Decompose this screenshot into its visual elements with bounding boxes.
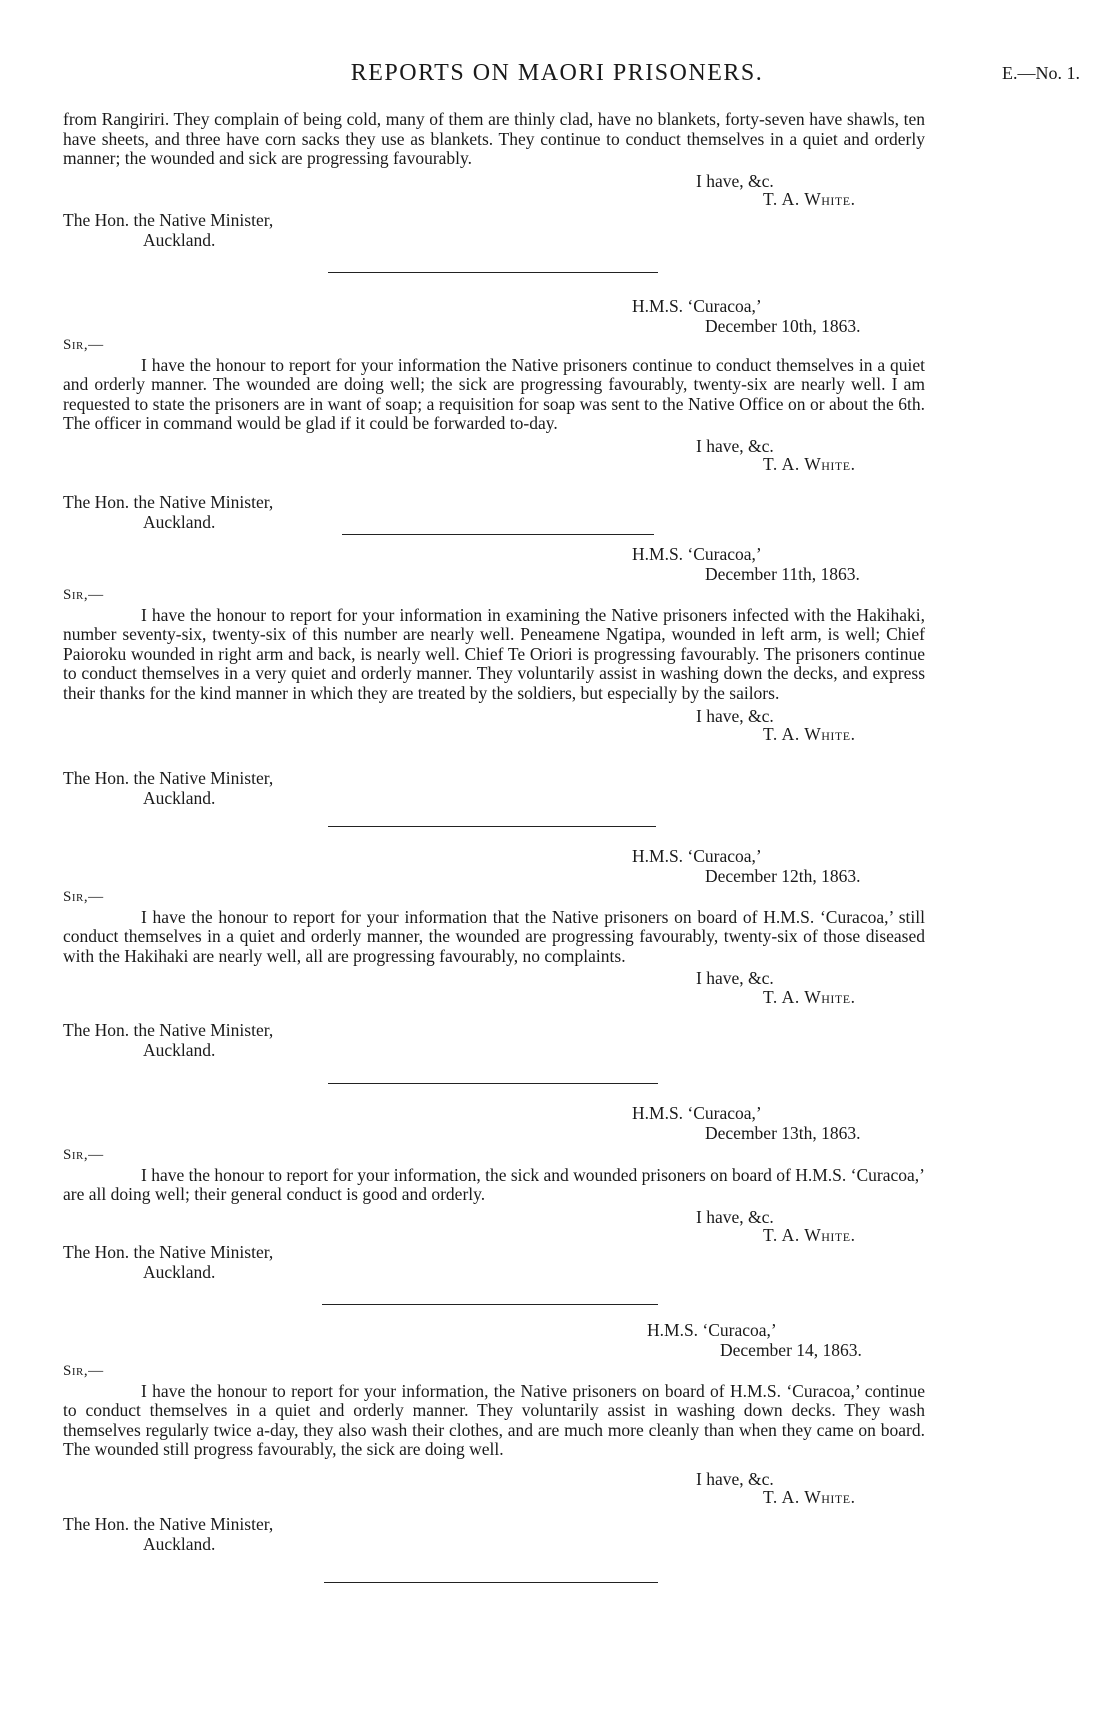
section-divider <box>328 826 656 827</box>
addressee-place: Auckland. <box>143 512 216 532</box>
report-date: December 11th, 1863. <box>705 564 860 584</box>
closing-block <box>63 1470 925 1507</box>
report-dec-13 <box>63 1146 925 1245</box>
page-title: REPORTS ON MAORI PRISONERS. <box>350 60 764 86</box>
closing-block <box>63 969 925 1006</box>
dateline <box>600 544 880 584</box>
addressee-title: The Hon. the Native Minister, <box>63 1242 274 1262</box>
report-body: I have the honour to report for your information, the Native prisoners on board of H.M.S. ‘Curacoa,’ continue to conduct themselves in a quiet and orderly manner. They voluntarily assist in washing down decks. They wash themselves regularly twice a-day, they also wash their clothes, and are much more cleanly than when they came on board. The wounded still progress favourably, the sick are doing well. <box>63 1380 925 1460</box>
addressee <box>63 492 273 532</box>
salutation: Sir,— <box>63 1147 104 1163</box>
salutation: Sir,— <box>63 889 104 905</box>
closing-block <box>63 172 925 209</box>
report-dec-12 <box>63 888 925 1006</box>
closing-phrase: I have, &c. <box>696 435 774 456</box>
ship-name: H.M.S. ‘Curacoa,’ <box>632 1103 762 1123</box>
addressee-title: The Hon. the Native Minister, <box>63 1020 274 1040</box>
ship-name: H.M.S. ‘Curacoa,’ <box>632 296 762 316</box>
report-body: I have the honour to report for your information the Native prisoners continue to conduct themselves in a quiet and orderly manner. The wounded are doing well; the sick are progressing favourably, twenty-six are nearly well. I am requested to state the prisoners are in want of soap; a requisition for soap was sent to the Native Office on or about the 6th. The officer in command would be glad if it could be forwarded to-day. <box>63 354 925 434</box>
report-body: I have the honour to report for your information that the Native prisoners on board of H.M.S. ‘Curacoa,’ still conduct themselves in a quiet and orderly manner, the wounded are progressing favourably, twenty-six of those diseased with the Hakihaki are nearly well, all are progressing favourably, no complaints. <box>63 906 925 966</box>
section-divider <box>328 1083 658 1084</box>
report-date: December 10th, 1863. <box>705 316 861 336</box>
signature: T. A. White. <box>763 189 856 210</box>
report-date: December 13th, 1863. <box>705 1123 861 1143</box>
section-divider <box>328 272 658 273</box>
addressee-title: The Hon. the Native Minister, <box>63 210 274 230</box>
dateline <box>615 1320 895 1360</box>
closing-phrase: I have, &c. <box>696 170 774 191</box>
report-dec-14 <box>63 1362 925 1507</box>
addressee-title: The Hon. the Native Minister, <box>63 1514 274 1534</box>
closing-block <box>63 1208 925 1245</box>
addressee <box>63 768 273 808</box>
addressee-place: Auckland. <box>143 1534 216 1554</box>
signature: T. A. White. <box>763 1225 856 1246</box>
signature: T. A. White. <box>763 1487 856 1508</box>
ship-name: H.M.S. ‘Curacoa,’ <box>647 1320 777 1340</box>
report-body: I have the honour to report for your information, the sick and wounded prisoners on board of H.M.S. ‘Curacoa,’ are all doing well; their general conduct is good and orderly. <box>63 1164 925 1205</box>
report-continuation <box>63 110 925 209</box>
closing-block <box>63 437 925 474</box>
report-date: December 12th, 1863. <box>705 866 861 886</box>
ship-name: H.M.S. ‘Curacoa,’ <box>632 846 762 866</box>
report-date: December 14, 1863. <box>720 1340 862 1360</box>
dateline <box>600 296 880 336</box>
dateline <box>600 1103 880 1143</box>
signature: T. A. White. <box>763 986 856 1007</box>
addressee-place: Auckland. <box>143 788 216 808</box>
closing-phrase: I have, &c. <box>696 968 774 989</box>
addressee <box>63 1020 273 1060</box>
closing-phrase: I have, &c. <box>696 1206 774 1227</box>
dateline <box>600 846 880 886</box>
addressee <box>63 1242 273 1282</box>
closing-block <box>63 707 925 744</box>
closing-phrase: I have, &c. <box>696 705 774 726</box>
section-divider <box>322 1304 658 1305</box>
addressee-place: Auckland. <box>143 1040 216 1060</box>
report-body: I have the honour to report for your information in examining the Native prisoners infected with the Hakihaki, number seventy-six, twenty-six of this number are nearly well. Peneamene Ngatipa, wounded in left arm, is well; Chief Paioroku wounded in right arm and back, is nearly well. Chief Te Oriori is progressing favourably. The prisoners continue to conduct themselves in a very quiet and orderly manner. They voluntarily assist in washing down the decks, and express their thanks for the kind manner in which they are treated by the soldiers, but especially by the sailors. <box>63 604 925 703</box>
closing-phrase: I have, &c. <box>696 1468 774 1489</box>
salutation: Sir,— <box>63 1363 104 1379</box>
document-reference: E.—No. 1. <box>1002 63 1080 83</box>
addressee-title: The Hon. the Native Minister, <box>63 768 274 788</box>
report-body: from Rangiriri. They complain of being cold, many of them are thinly clad, have no blankets, forty-seven have shawls, ten have sheets, and three have corn sacks they use as blankets. They continue to conduct themselves in a quiet and orderly manner; the wounded and sick are progressing favourably. <box>63 109 925 169</box>
addressee-place: Auckland. <box>143 1262 216 1282</box>
addressee <box>63 210 273 250</box>
signature: T. A. White. <box>763 454 856 475</box>
salutation: Sir,— <box>63 587 104 603</box>
section-divider <box>324 1582 658 1583</box>
section-divider <box>342 534 654 535</box>
report-dec-11 <box>63 586 925 744</box>
addressee-place: Auckland. <box>143 230 216 250</box>
report-dec-10 <box>63 336 925 474</box>
ship-name: H.M.S. ‘Curacoa,’ <box>632 544 762 564</box>
salutation: Sir,— <box>63 337 104 353</box>
addressee-title: The Hon. the Native Minister, <box>63 492 274 512</box>
signature: T. A. White. <box>763 724 856 745</box>
addressee <box>63 1514 273 1554</box>
